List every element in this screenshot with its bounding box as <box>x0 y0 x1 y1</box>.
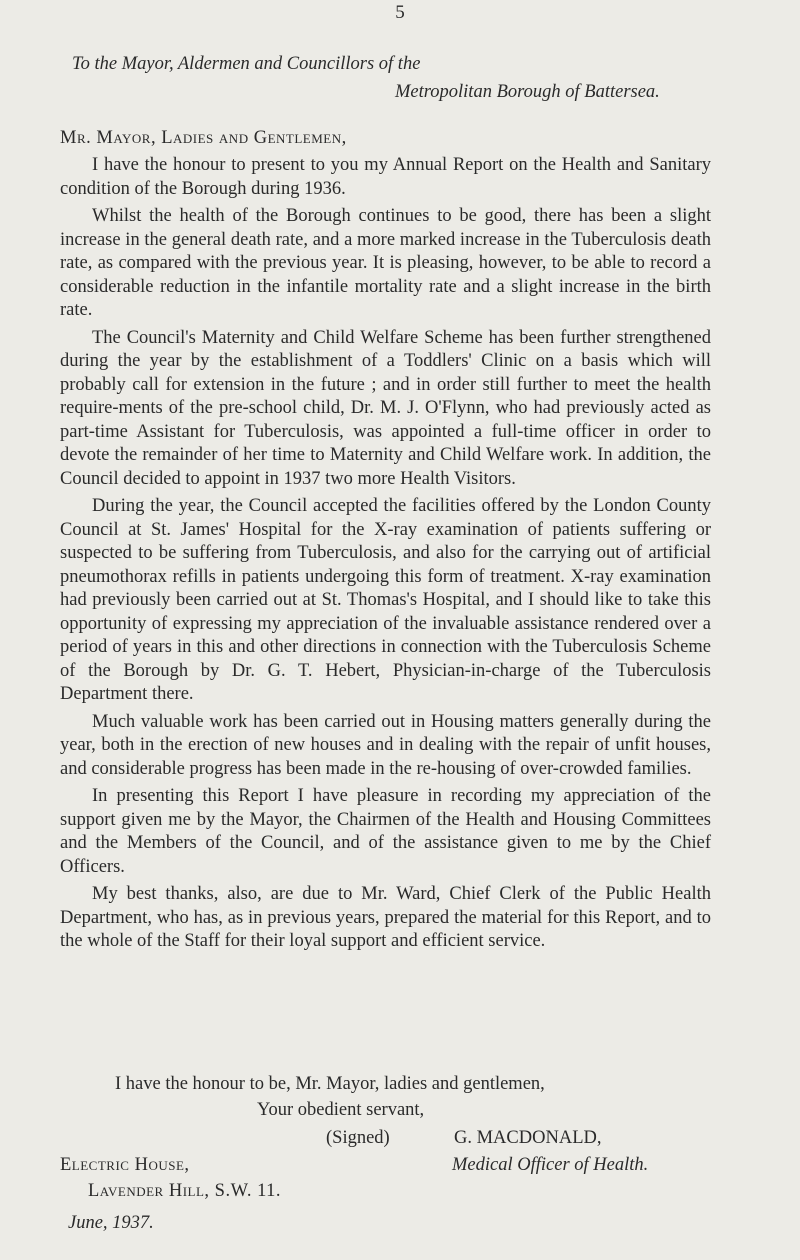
paragraph: I have the honour to present to you my Annual Report on the Health and Sanitary condition of the Borough during 1936. <box>60 155 711 199</box>
sender-address-line-1: Electric House, <box>60 1155 190 1175</box>
salutation: Mr. Mayor, Ladies and Gentlemen, <box>60 128 347 148</box>
paragraph: During the year, the Council accepted the facilities offered by the London County Council at St. James' Hospital for the X-ray examination of patients suffering or suspected to be suffering from Tuberculosis, and also for the carrying out of artificial pneumothorax refills in patients undergoing this form of treatment. X-ray examination had previously been carried out at St. Thomas's Hospital, and I should like to take this opportunity of expressing my appreciation of the invaluable assistance rendered over a period of years in this and other directions in connection with the Tuberculosis Scheme of the Borough by Dr. G. T. Hebert, Physician-in-charge of the Tuberculosis Department there. <box>60 496 711 704</box>
signer-name: G. MACDONALD, <box>454 1128 602 1148</box>
sender-address-line-2: Lavender Hill, S.W. 11. <box>88 1181 282 1201</box>
paragraph: Whilst the health of the Borough continues to be good, there has been a slight increase in the general death rate, and a more marked increase in the Tuberculosis death rate, as compared with the previous year. It is pleasing, however, to be able to record a considerable reduction in the infantile mortality rate and a slight increase in the birth rate. <box>60 206 711 320</box>
page-number: 5 <box>395 2 405 23</box>
paragraph: Much valuable work has been carried out in Housing matters generally during the year, both in the erection of new houses and in dealing with the repair of unfit houses, and considerable progress has been made in the re-housing of over-crowded families. <box>60 711 711 779</box>
closing-line: I have the honour to be, Mr. Mayor, ladies and gentlemen, <box>115 1074 545 1094</box>
signer-title: Medical Officer of Health. <box>452 1155 649 1175</box>
addressee-line-2: Metropolitan Borough of Battersea. <box>395 82 660 102</box>
valediction: Your obedient servant, <box>257 1100 425 1120</box>
paragraph: My best thanks, also, are due to Mr. Ward, Chief Clerk of the Public Health Department, who has, as in previous years, prepared the material for this Report, and to the whole of the Staff for their loyal support and efficient service. <box>60 884 711 951</box>
signed-label: (Signed) <box>326 1128 390 1148</box>
addressee-line-1: To the Mayor, Aldermen and Councillors of the <box>72 54 421 74</box>
letter-body <box>60 154 711 958</box>
paragraph: In presenting this Report I have pleasure in recording my appreciation of the support given me by the Mayor, the Chairmen of the Health and Housing Committees and the Members of the Council, and of the assistance given to me by the Chief Officers. <box>60 786 711 877</box>
paragraph: The Council's Maternity and Child Welfare Scheme has been further strengthened during the year by the establishment of a Toddlers' Clinic on a basis which will probably call for extension in the future ; and in order still further to meet the health require-ments of the pre-school child, Dr. M. J. O'Flynn, who had previously acted as part-time Assistant for Tuberculosis, was appointed a full-time officer in order to devote the remainder of her time to Maternity and Child Welfare work. In addition, the Council decided to appoint in 1937 two more Health Visitors. <box>60 327 711 489</box>
letter-date: June, 1937. <box>68 1213 154 1233</box>
